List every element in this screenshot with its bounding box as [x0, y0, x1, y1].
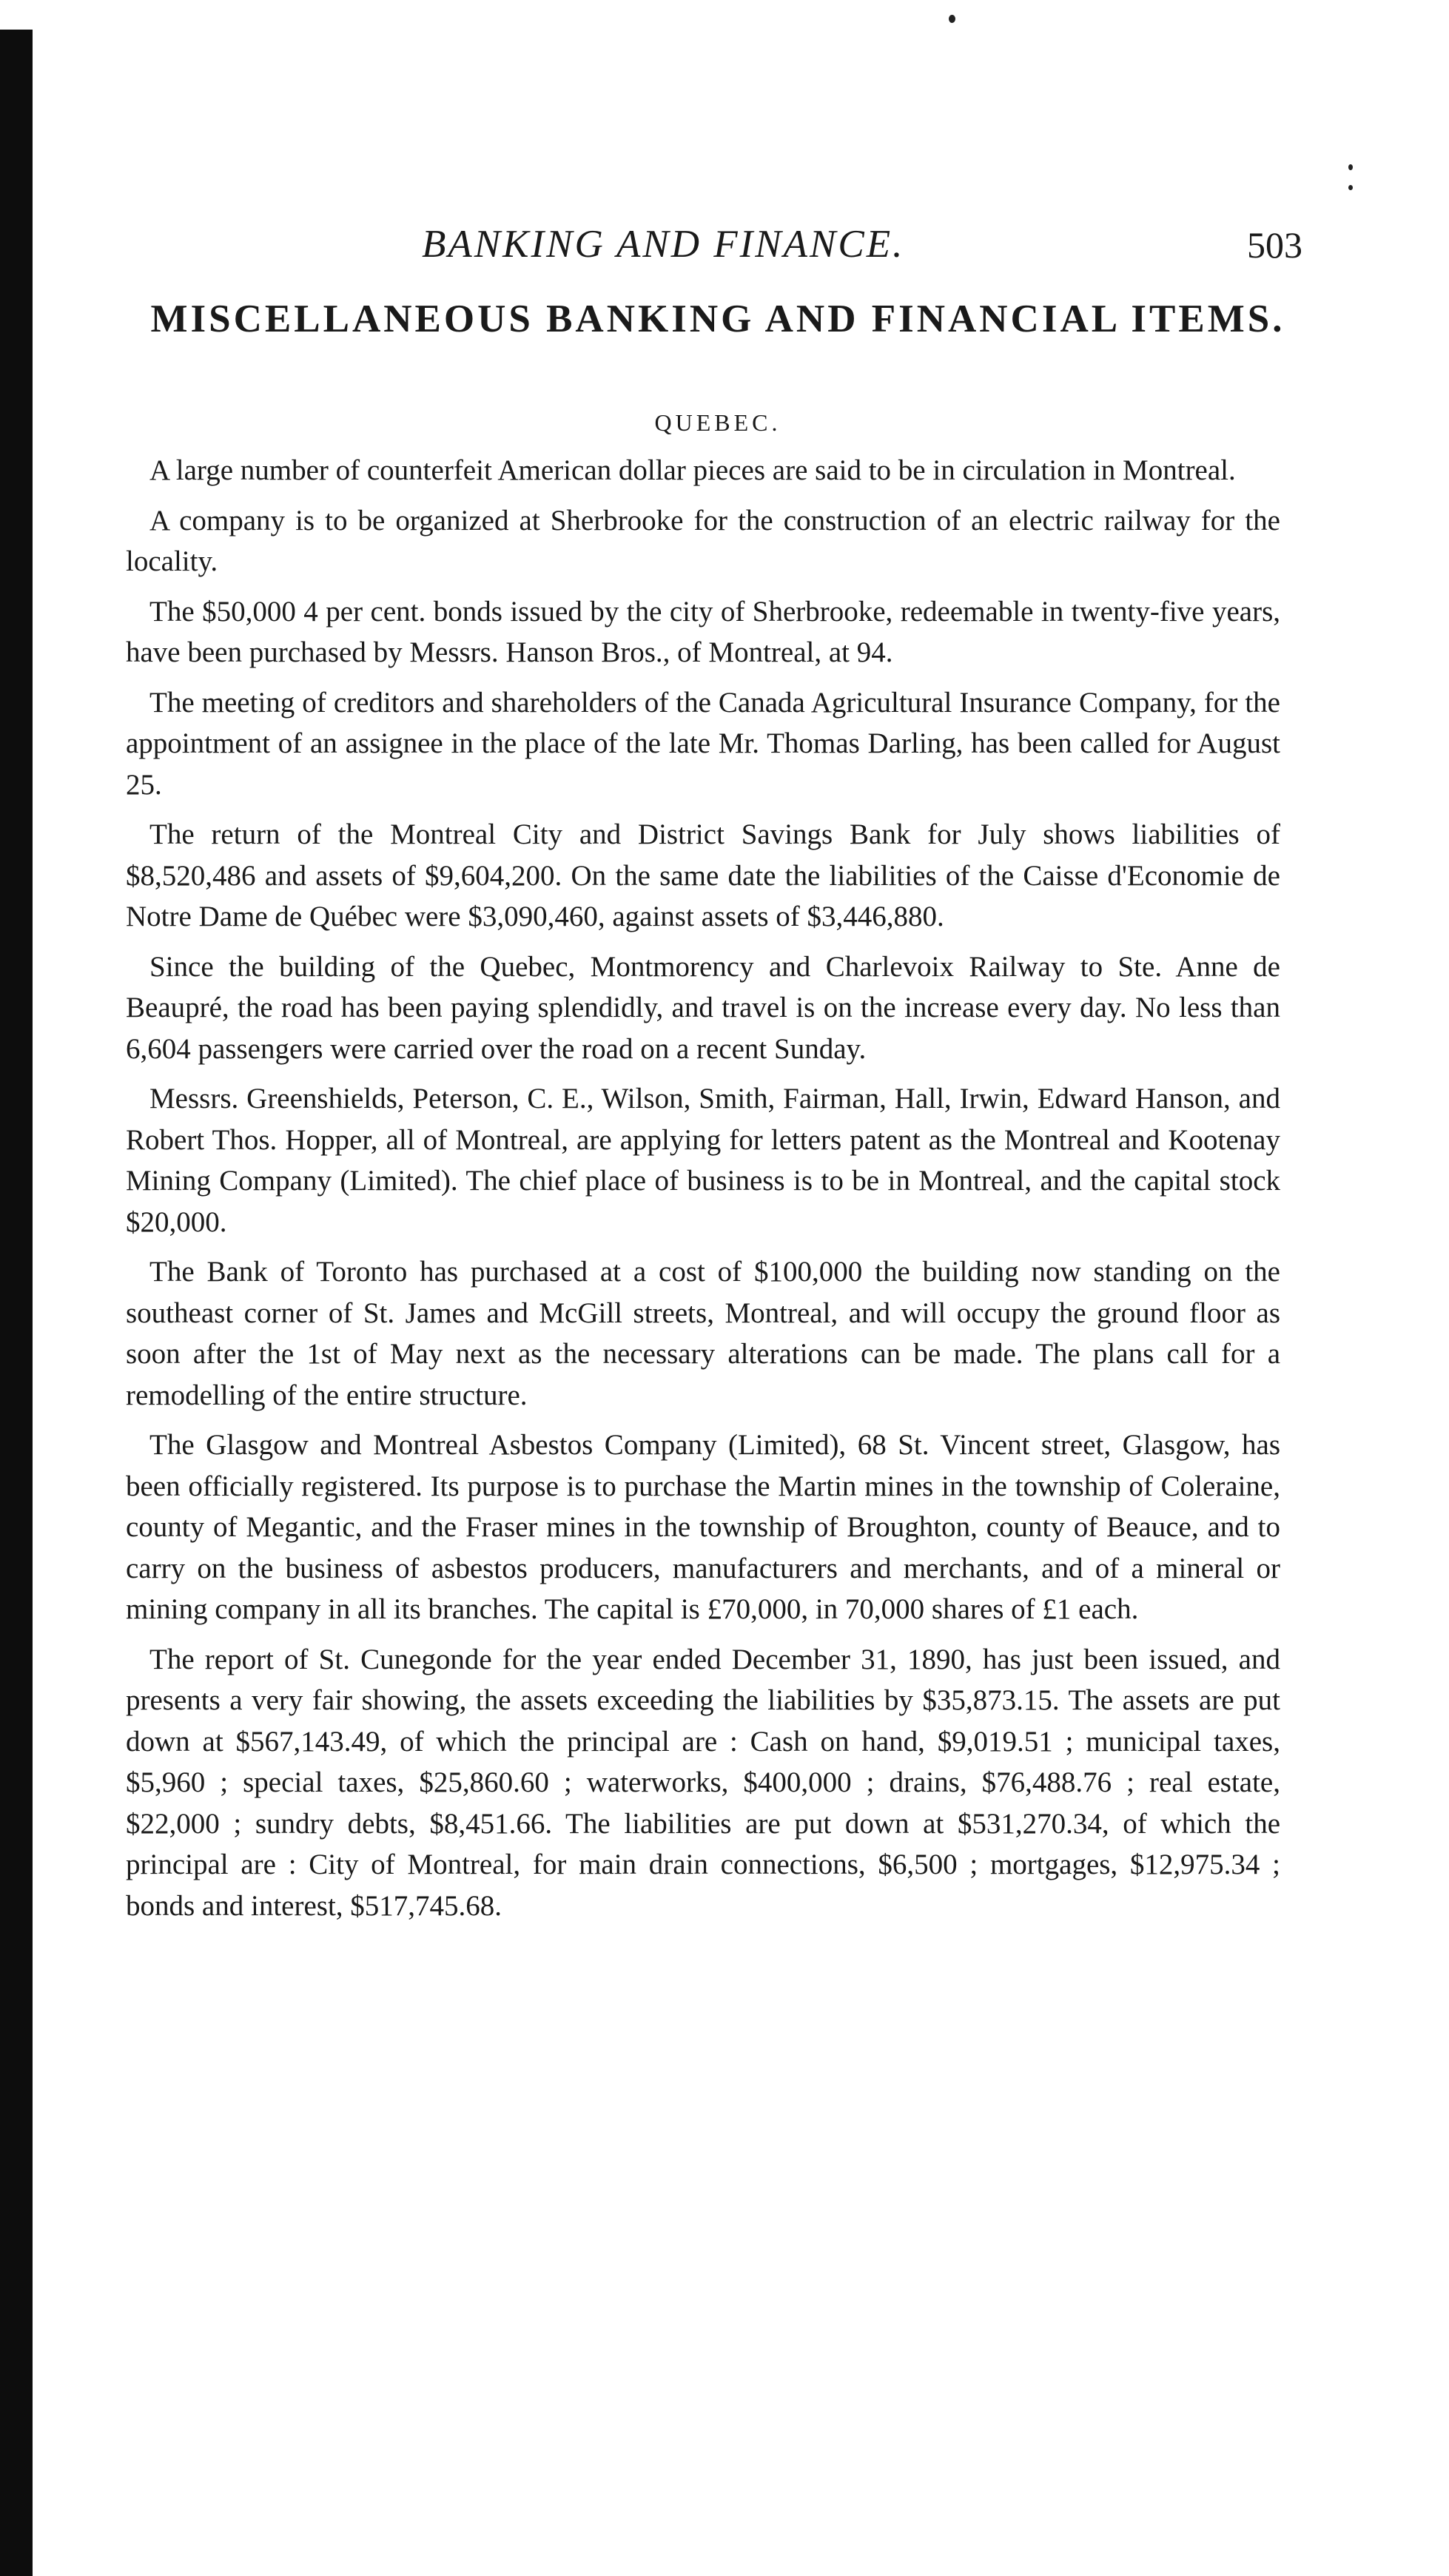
ink-speck — [949, 15, 955, 23]
ink-speck — [1348, 164, 1353, 170]
section-heading: QUEBEC. — [654, 409, 781, 436]
paragraph-quebec-railway: Since the building of the Quebec, Montmorency and Charlevoix Railway to Ste. Anne de Beaupré, the road has been paying splendidly, and travel is on the increase every day. No less than 6,604 passengers were carried over the road on a recent Sunday. — [126, 950, 1280, 1065]
page-binding-edge — [0, 30, 33, 2576]
page-number: 503 — [1247, 224, 1302, 266]
paragraph-st-cunegonde-report: The report of St. Cunegonde for the year ended December 31, 1890, has just been issued, and presents a very fair showing, the assets exceeding the liabilities by $35,873.15. The assets are put down at $567,143.49, of which the principal are : Cash on hand, $9,019.51 ; municipal taxes, $5,960 ; special taxes, $25,860.60 ; waterworks, $400,000 ; drains, $76,488.76 ; real estate, $22,000 ; sundry debts, $8,451.66. The liabilities are put down at $531,270.34, of which the principal are : City of Montreal, for main drain connections, $6,500 ; mortgages, $12,975.34 ; bonds and interest, $517,745.68. — [126, 1643, 1280, 1922]
paragraph-savings-bank-return: The return of the Montreal City and District Savings Bank for July shows liabilities of $8,520,486 and assets of $9,604,200. On the same date the liabilities of the Caisse d'Economie de Notre Dame de Québec were $3,090,460, against assets of $3,446,880. — [126, 818, 1280, 932]
paragraph-sherbrooke-bonds: The $50,000 4 per cent. bonds issued by the city of Sherbrooke, redeemable in twenty-five years, have been purchased by Messrs. Hanson Bros., of Montreal, at 94. — [126, 595, 1280, 668]
paragraph-agricultural-insurance: The meeting of creditors and shareholders of the Canada Agricultural Insurance Company, for the appointment of an assignee in the place of the late Mr. Thomas Darling, has been called for August 25. — [126, 686, 1280, 801]
running-title: BANKING AND FINANCE. — [422, 223, 905, 266]
article-title: MISCELLANEOUS BANKING AND FINANCIAL ITEMS. — [150, 297, 1285, 340]
paragraph-counterfeit-dollars: A large number of counterfeit American dollar pieces are said to be in circulation in Montreal. — [149, 454, 1236, 486]
paragraph-asbestos-company: The Glasgow and Montreal Asbestos Company (Limited), 68 St. Vincent street, Glasgow, has been officially registered. Its purpose is to purchase the Martin mines in the township of Coleraine, county of Megantic, and the Fraser mines in the township of Broughton, county of Beauce, and to carry on the business of asbestos producers, manufacturers and merchants, and of a mineral or mining company in all its branches. The capital is £70,000, in 70,000 shares of £1 each. — [126, 1429, 1280, 1625]
paragraph-sherbrooke-railway: A company is to be organized at Sherbrooke for the construction of an electric railway for the locality. — [126, 504, 1280, 577]
article-body — [126, 450, 1280, 1935]
paragraph-bank-of-toronto: The Bank of Toronto has purchased at a cost of $100,000 the building now standing on the southeast corner of St. James and McGill streets, Montreal, and will occupy the ground floor as soon after the 1st of May next as the necessary alterations can be made. The plans call for a remodelling of the entire structure. — [126, 1256, 1280, 1411]
paragraph-kootenay-mining: Messrs. Greenshields, Peterson, C. E., Wilson, Smith, Fairman, Hall, Irwin, Edward Hanson, and Robert Thos. Hopper, all of Montreal, are applying for letters patent as the Montreal and Kootenay Mining Company (Limited). The chief place of business is to be in Montreal, and the capital stock $20,000. — [126, 1083, 1280, 1238]
running-header — [414, 222, 1302, 281]
ink-speck — [1348, 185, 1353, 190]
